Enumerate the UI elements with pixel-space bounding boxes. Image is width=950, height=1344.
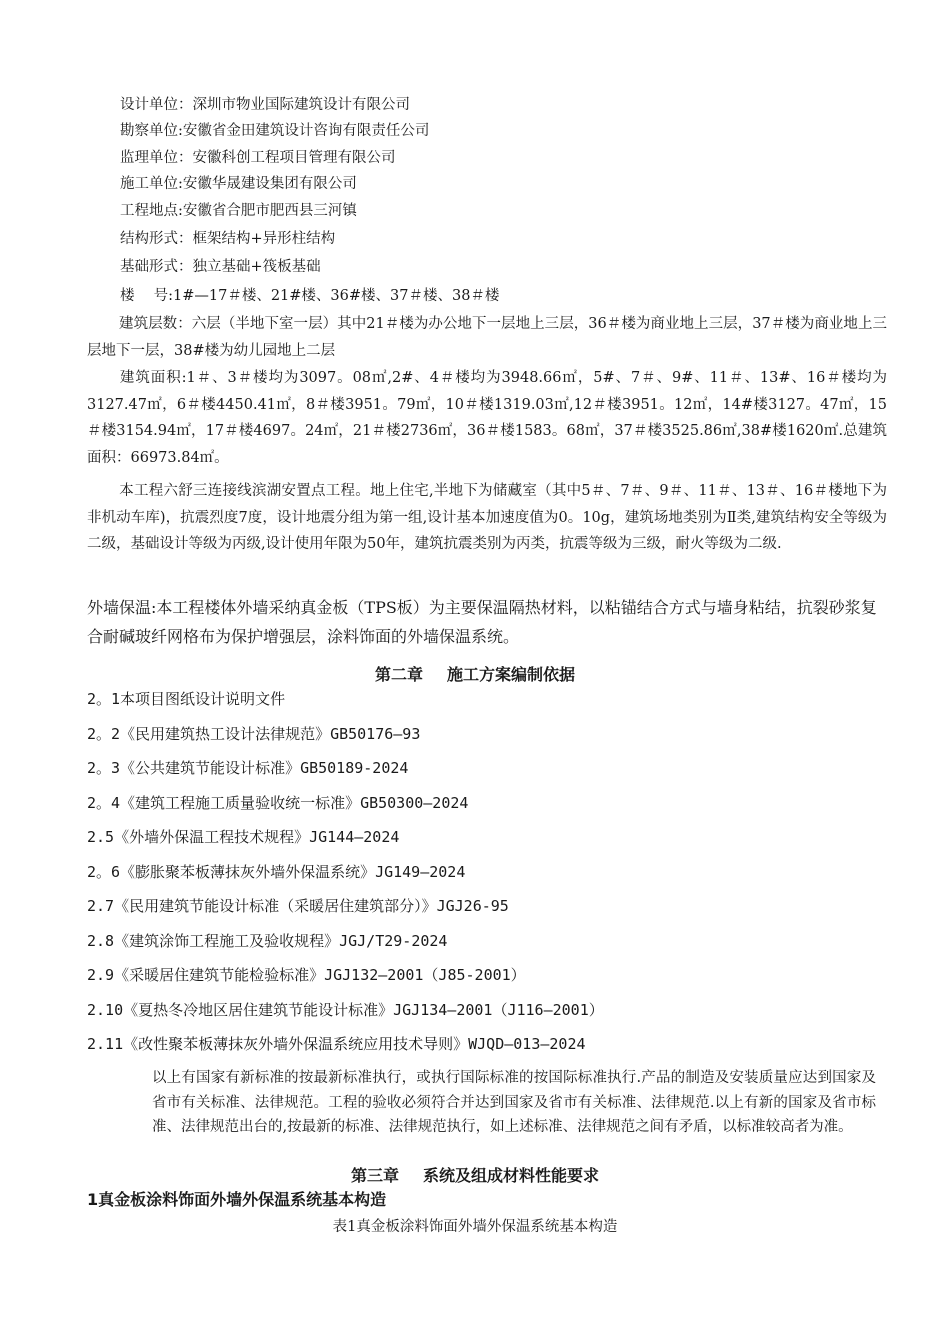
reference-item: 2.11《改性聚苯板薄抹灰外墙外保温系统应用技术导则》WJQD—013—2024 [87, 1035, 586, 1053]
location-line: 工程地点:安徽省合肥市肥西县三河镇 [120, 203, 357, 219]
external-wall-paragraph: 外墙保温:本工程楼体外墙采纳真金板（TPS板）为主要保温隔热材料，以粘锚结合方式与墙身粘结，抗裂砂浆复合耐碱玻纤网格布为保护增强层，涂料饰面的外墙保温系统。 [87, 598, 877, 646]
reference-item: 2.10《夏热冬冷地区居住建筑节能设计标准》JGJ134—2001（J116—2001） [87, 1000, 604, 1019]
supervision-unit-line: 监理单位：安徽科创工程项目管理有限公司 [120, 150, 396, 166]
foundation-line: 基础形式：独立基础+筏板基础 [120, 259, 321, 275]
chapter-3-number: 第三章 [350, 1166, 399, 1185]
reference-item: 2。2《民用建筑热工设计法律规范》GB50176—93 [87, 724, 421, 743]
structure-line: 结构形式：框架结构+异形柱结构 [120, 231, 336, 247]
reference-item: 2.5《外墙外保温工程技术规程》JG144—2024 [87, 828, 400, 846]
chapter-2-heading [0, 662, 950, 685]
floors-paragraph: 建筑层数：六层（半地下室一层）其中21＃楼为办公地下一层地上三层，36＃楼为商业地上三层，37＃楼为商业地上三层地下一层，38#楼为幼儿园地上二层 [87, 316, 887, 359]
chapter-2-number: 第二章 [374, 665, 423, 684]
design-unit-line: 设计单位：深圳市物业国际建筑设计有限公司 [120, 97, 410, 113]
standards-note-paragraph: 以上有国家有新标准的按最新标准执行，或执行国际标准的按国际标准执行.产品的制造及安装质量应达到国家及省市有关标准、法律规范。工程的验收必须符合并达到国家及省市有关标准、法律规范.以上有新的国家及省市标准、法律规范出台的,按最新的标准、法律规范执行，如上述标准、法律规范之间有矛盾，以标准较高者为准。 [152, 1070, 876, 1135]
survey-unit-line: 勘察单位:安徽省金田建筑设计咨询有限责任公司 [120, 123, 430, 139]
chapter-3-title: 系统及组成材料性能要求 [423, 1166, 600, 1185]
reference-item: 2。3《公共建筑节能设计标准》GB50189-2024 [87, 759, 409, 777]
reference-item: 2。6《膨胀聚苯板薄抹灰外墙外保温系统》JG149—2024 [87, 862, 466, 881]
reference-list [87, 688, 604, 1068]
chapter-3-heading [0, 1163, 950, 1186]
table-1-caption: 表1真金板涂料饰面外墙外保温系统基本构造 [332, 1219, 618, 1235]
reference-item: 2.7《民用建筑节能设计标准（采暖居住建筑部分）》JGJ26-95 [87, 897, 509, 915]
reference-item: 2。1本项目图纸设计说明文件 [87, 690, 286, 708]
buildings-line: 楼 号:1#—17＃楼、21#楼、36#楼、37＃楼、38＃楼 [120, 288, 500, 304]
reference-item: 2。4《建筑工程施工质量验收统一标准》GB50300—2024 [87, 793, 469, 812]
section-1-title: 1真金板涂料饰面外墙外保温系统基本构造 [87, 1190, 387, 1209]
chapter-2-title: 施工方案编制依据 [447, 665, 576, 684]
construction-unit-line: 施工单位:安徽华晟建设集团有限公司 [120, 176, 357, 192]
reference-item: 2.9《采暖居住建筑节能检验标准》JGJ132—2001（J85-2001） [87, 966, 526, 984]
area-paragraph: 建筑面积:1＃、3＃楼均为3097。08㎡,2#、4＃楼均为3948.66㎡，5#、7＃、9#、11＃、13#、16＃楼均为3127.47㎡，6＃楼4450.41㎡，8＃楼3951。79㎡，10＃楼1319.03㎡,12＃楼3951。12㎡，14#楼3127。47㎡，15＃楼3154.94㎡，17＃楼4697。24㎡，21＃楼2736㎡，36＃楼1583。68㎡，37＃楼3525.86㎡,38#楼1620㎡.总建筑面积：66973.84㎡。 [87, 370, 887, 466]
project-paragraph: 本工程六舒三连接线滨湖安置点工程。地上住宅,半地下为储藏室（其中5＃、7＃、9＃、11＃、13＃、16＃楼地下为非机动车库)，抗震烈度7度，设计地震分组为第一组,设计基本加速度值为0。10g，建筑场地类别为Ⅱ类,建筑结构安全等级为二级，基础设计等级为丙级,设计使用年限为50年，建筑抗震类别为丙类，抗震等级为三级，耐火等级为二级. [87, 483, 887, 552]
reference-item: 2.8《建筑涂饰工程施工及验收规程》JGJ/T29-2024 [87, 931, 448, 950]
